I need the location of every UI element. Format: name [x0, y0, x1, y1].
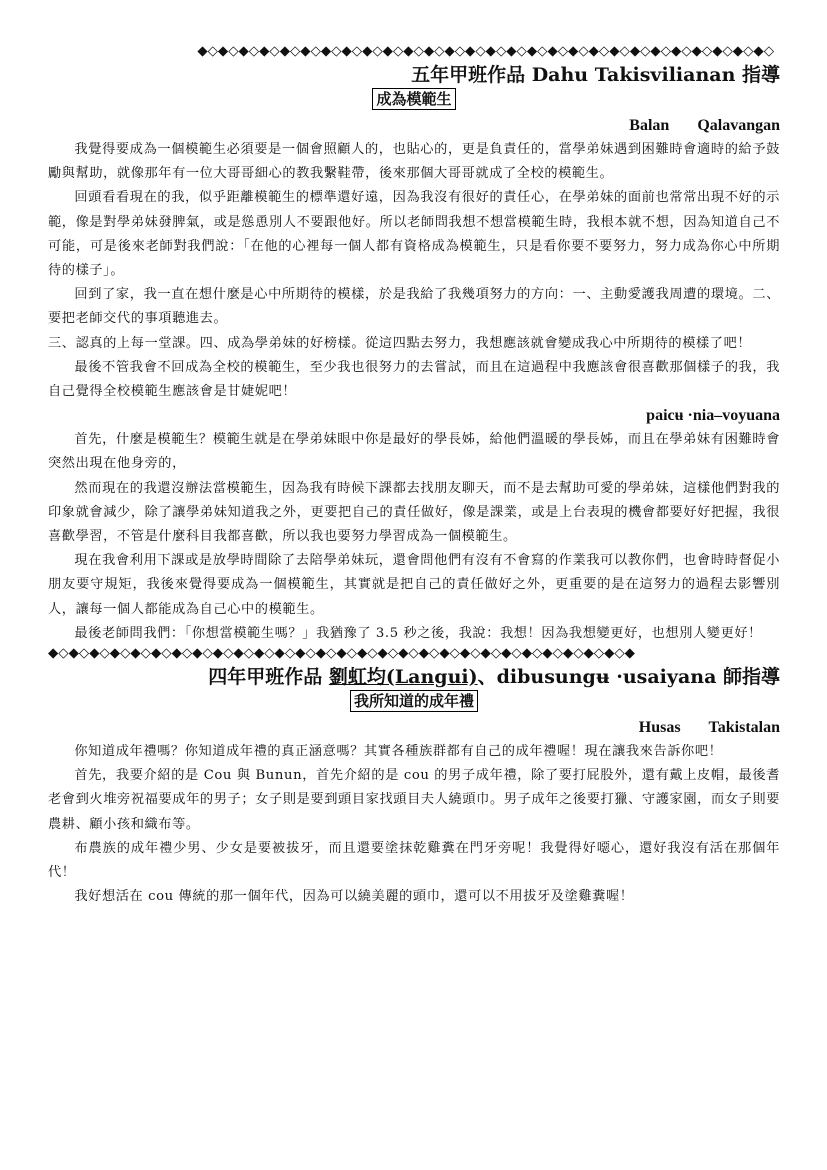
- section2-author: Husas Takistalan: [638, 719, 780, 737]
- document-page: [48, 44, 780, 909]
- essay1-paragraph: 回頭看看現在的我，似乎距離模範生的標準還好遠，因為我沒有很好的責任心，在學弟妹的面前也常常出現不好的示範，像是對學弟妹發脾氣，或是慫恿別人不要跟他好。所以老師問我想不想當模範生時，我根本就不想，因為知道自己不可能，可是後來老師對我們說：「在他的心裡每一個人都有資格成為模範生，只是看你要不要努力，努力成為你心中所期待的樣子」。: [48, 190, 780, 279]
- section1-author2: paicʉ ·nia–voyuana: [646, 407, 780, 425]
- essay2-paragraph: 然而現在的我還沒辦法當模範生，因為我有時候下課都去找朋友聊天，而不是去幫助可愛的學弟妹，這樣他們對我的印象就會減少，除了讓學弟妹知道我之外，更要把自己的責任做好，像是課業，或是上台表現的機會都要好好把握，我很喜歡學習，不管是什麼科目我都喜歡，所以我也要努力學習成為一個模範生。: [48, 480, 780, 545]
- essay3-paragraph: 我好想活在 cou 傳統的那一個年代，因為可以繞美麗的頭巾，還可以不用拔牙及塗雞糞喔！: [74, 889, 634, 905]
- essay2-paragraph: 首先，什麼是模範生？模範生就是在學弟妹眼中你是最好的學長姊，給他們溫暖的學長姊，而且在學弟妹有困難時會突然出現在他身旁的，: [48, 432, 780, 472]
- essay1-paragraph: 最後不管我會不回成為全校的模範生，至少我也很努力的去嘗試，而且在這過程中我應該會很喜歡那個樣子的我，我自己覺得全校模範生應該會是甘婕妮吧！: [48, 359, 780, 400]
- essay3-paragraph: 你知道成年禮嗎？你知道成年禮的真正涵意嗎？其實各種族群都有自己的成年禮喔！現在讓我來告訴你吧！: [74, 744, 723, 760]
- section1-essay2: [48, 428, 780, 646]
- essay1-paragraph: 三、認真的上每一堂課。四、成為學弟妹的好榜樣。從這四點去努力，我想應該就會變成我心中所期待的模樣了吧！: [48, 335, 752, 351]
- teacher-name: 劉虹均(Langui): [328, 666, 478, 689]
- section1-essay1: [48, 138, 780, 404]
- essay1-paragraph: 我覺得要成為一個模範生必須要是一個會照顧人的，也貼心的，更是負責任的，當學弟妹遇到困難時會適時的給予鼓勵與幫助，就像那年有一位大哥哥細心的教我繫鞋帶，後來那個大哥哥就成了全校的模範生。: [48, 142, 780, 182]
- essay2-paragraph: 現在我會利用下課或是放學時間除了去陪學弟妹玩，還會問他們有沒有不會寫的作業我可以教你們，也會時時督促小朋友要守規矩，我後來覺得要成為一個模範生，其實就是把自己的責任做好之外，更重要的是在這努力的過程去影響別人，讓每一個人都能成為自己心中的模範生。: [48, 553, 780, 617]
- essay2-paragraph: 最後老師問我們：「你想當模範生嗎？」我猶豫了 3.5 秒之後，我說：我想！因為我想變更好，也想別人變更好！: [74, 625, 762, 641]
- section2-subtitle: 我所知道的成年禮: [350, 690, 478, 712]
- middle-divider: ◆◇◆◇◆◇◆◇◆◇◆◇◆◇◆◇◆◇◆◇◆◇◆◇◆◇◆◇◆◇◆◇◆◇◆◇◆◇◆◇◆◇◆◇◆◇◆◇◆◇◆◇◆◇◆◇◆: [48, 646, 635, 662]
- top-divider: ◆◇◆◇◆◇◆◇◆◇◆◇◆◇◆◇◆◇◆◇◆◇◆◇◆◇◆◇◆◇◆◇◆◇◆◇◆◇◆◇◆◇◆◇◆◇◆◇◆◇◆◇◆◇◆◇: [197, 44, 774, 59]
- essay1-paragraph: 回到了家，我一直在想什麼是心中所期待的模樣，於是我給了我幾項努力的方向：一、主動愛護我周遭的環境。二、要把老師交代的事項聽進去。: [48, 287, 780, 327]
- section1-title: 五年甲班作品 Dahu Takisvilianan 指導: [411, 64, 780, 86]
- section1-author1: Balan Qalavangan: [629, 117, 780, 134]
- section1-subtitle: 成為模範生: [372, 88, 455, 110]
- essay3-paragraph: 布農族的成年禮少男、少女是要被拔牙，而且還要塗抹乾雞糞在門牙旁呢！我覺得好噁心，還好我沒有活在那個年代！: [48, 840, 780, 881]
- section2-essay: [48, 740, 780, 909]
- section2-title: 四年甲班作品 劉虹均(Langui)、dibusungʉ ·usaiyana 師指導: [208, 666, 780, 689]
- essay3-paragraph: 首先，我要介紹的是 Cou 與 Bunun，首先介紹的是 cou 的男子成年禮，除了要打屁股外，還有戴上皮帽，最後耆老會到火堆旁祝福要成年的男子；女子則是要到頭目家找頭目夫人繞頭巾。男子成年之後要打獵、守護家園，而女子則要農耕、顧小孩和織布等。: [48, 768, 780, 832]
